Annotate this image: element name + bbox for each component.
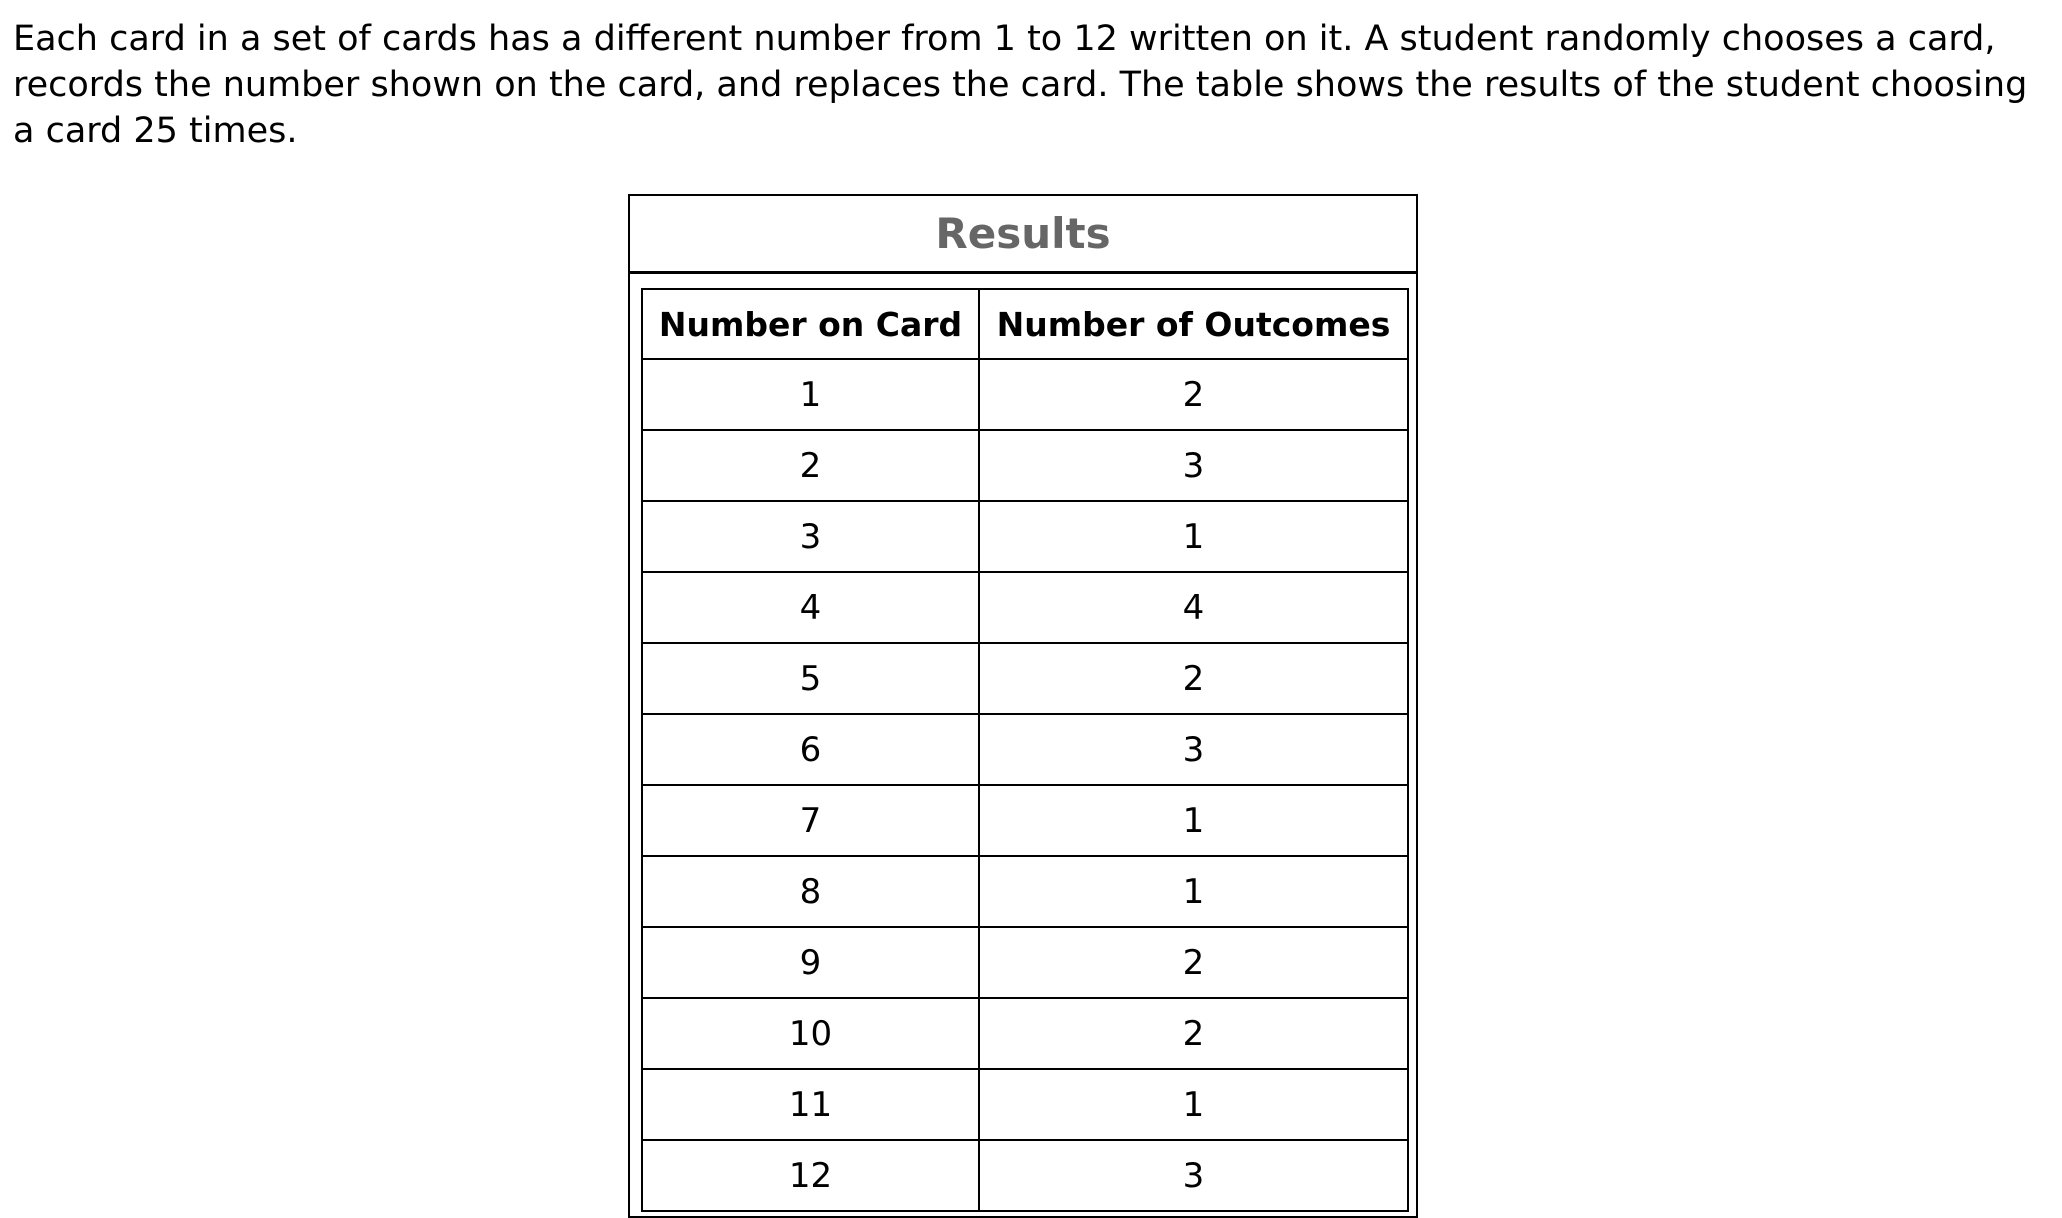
card-number-cell: 5: [642, 643, 979, 714]
table-row: [642, 785, 1408, 856]
outcome-count-cell: 1: [979, 1069, 1408, 1140]
card-number-cell: 3: [642, 501, 979, 572]
table-row: [642, 643, 1408, 714]
outcome-count-cell: 2: [979, 643, 1408, 714]
card-number-cell: 11: [642, 1069, 979, 1140]
table-row: [642, 359, 1408, 430]
table-row: [642, 1069, 1408, 1140]
card-number-cell: 8: [642, 856, 979, 927]
table-row: [642, 501, 1408, 572]
header-number-of-outcomes: Number of Outcomes: [979, 289, 1408, 359]
table-row: [642, 572, 1408, 643]
table-row: [642, 927, 1408, 998]
outcome-count-cell: 3: [979, 1140, 1408, 1211]
table-row: [642, 998, 1408, 1069]
table-row: [642, 430, 1408, 501]
outcome-count-cell: 2: [979, 998, 1408, 1069]
card-number-cell: 7: [642, 785, 979, 856]
problem-text: Each card in a set of cards has a different number from 1 to 12 written on it. A student randomly chooses a card, records the number shown on the card, and replaces the card. The table shows the results of the student choosing a card 25 times.: [13, 19, 2028, 151]
outcome-count-cell: 4: [979, 572, 1408, 643]
outcome-count-cell: 3: [979, 714, 1408, 785]
outcome-count-cell: 1: [979, 856, 1408, 927]
outcome-count-cell: 2: [979, 927, 1408, 998]
outcome-count-cell: 1: [979, 785, 1408, 856]
card-number-cell: 2: [642, 430, 979, 501]
header-number-on-card: Number on Card: [642, 289, 979, 359]
card-number-cell: 1: [642, 359, 979, 430]
table-row: [642, 1140, 1408, 1211]
card-number-cell: 10: [642, 998, 979, 1069]
card-number-cell: 12: [642, 1140, 979, 1211]
card-number-cell: 6: [642, 714, 979, 785]
table-header-row: [642, 289, 1408, 359]
table-caption: Results: [630, 196, 1416, 274]
outcome-count-cell: 2: [979, 359, 1408, 430]
table-body: [642, 359, 1408, 1211]
outcome-count-cell: 1: [979, 501, 1408, 572]
card-number-cell: 4: [642, 572, 979, 643]
results-table-frame: [628, 194, 1418, 1218]
table-row: [642, 856, 1408, 927]
table-row: [642, 714, 1408, 785]
outcome-count-cell: 3: [979, 430, 1408, 501]
card-number-cell: 9: [642, 927, 979, 998]
results-table: [641, 288, 1409, 1212]
